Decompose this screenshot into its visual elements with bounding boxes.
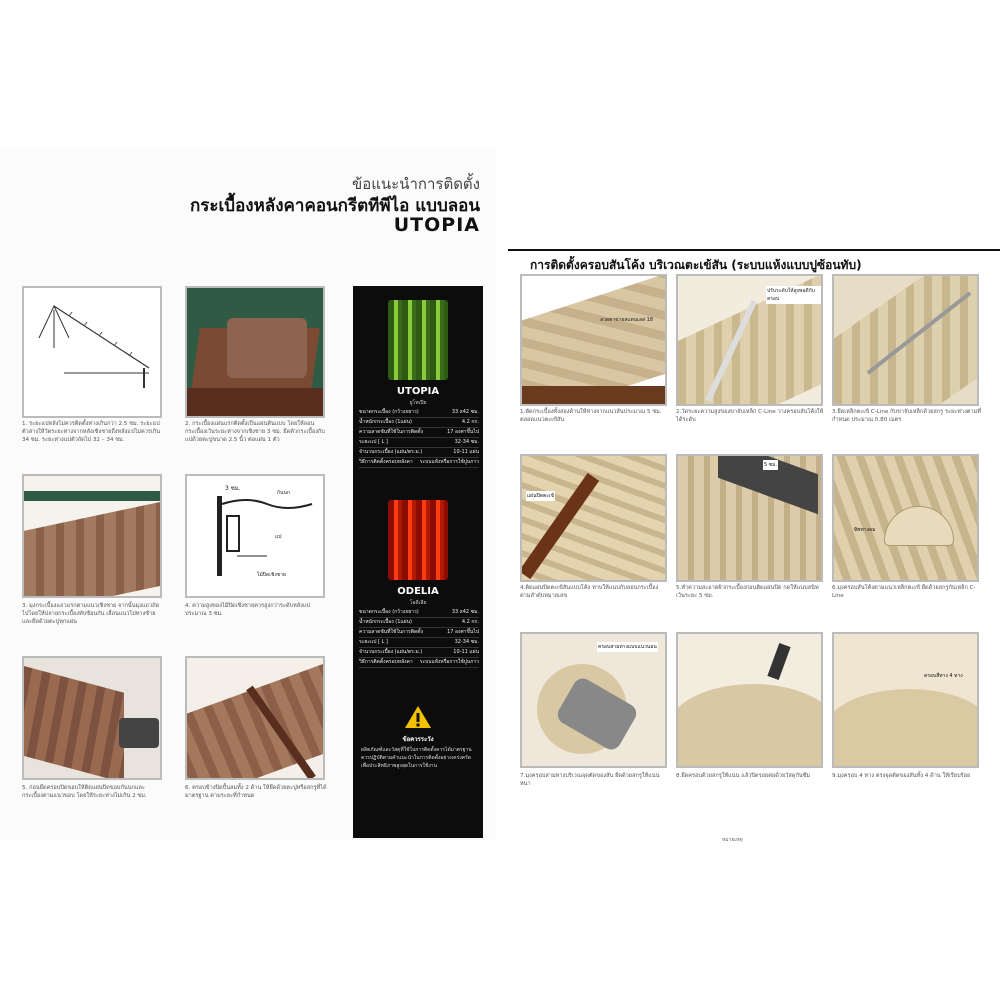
r-step1-caption: 1.ตัดกระเบื้องทั้งสองด้านให้ห่างจากแนวสันประมาณ 5 ซม. ตลอดแนวตะเข้สัน bbox=[520, 409, 662, 423]
step2-caption: 2. กระเบื้องแผ่นแรกติดตั้งเป็นแผ่นต้นแบบ โดยให้ลอนกระเบื้องเว้นระยะห่างจากเชิงชาย 3 ซม. ยึดตัวกระเบื้องกับแปด้วยตะปูขนาด 2.5 นิ้ว ต่อแผ่น 1 ตัว bbox=[185, 421, 325, 443]
section-header bbox=[508, 249, 1000, 277]
left-page bbox=[0, 148, 496, 840]
r-step1-photo bbox=[520, 274, 667, 406]
r-step3-photo bbox=[832, 274, 979, 406]
spec-row: จำนวนกระเบื้อง (แผ่น/ตร.ม.) 10-11 แผ่น bbox=[359, 448, 479, 458]
spec-row: ขนาดกระเบื้อง (กว้างxยาว) 33 x42 ซม. bbox=[359, 408, 479, 418]
spec-row: จำนวนกระเบื้อง (แผ่น/ตร.ม.) 10-11 แผ่น bbox=[359, 648, 479, 658]
r-step4-caption: 4.ติดแผ่นปิดตะเข้สันแบบโค้ง ทาบให้แนบกับลอนกระเบื้อง ตามลำดับหมายเลข bbox=[520, 585, 659, 599]
heading-product-line: กระเบื้องหลังคาคอนกรีตทีพีไอ แบบลอน bbox=[189, 196, 480, 216]
heading-installation-advice: ข้อแนะนำการติดตั้ง bbox=[351, 175, 480, 193]
label-batten: แป bbox=[275, 534, 282, 540]
step6-photo bbox=[185, 656, 325, 780]
r-step5-photo bbox=[676, 454, 823, 582]
warning-icon bbox=[403, 704, 433, 730]
step6-caption: 6. ครอบข้างปิดปั้นลมทั้ง 2 ด้าน ให้ยึดด้วยตะปูหรือสกรูที่ได้มาตรฐาน ตามระยะที่กำหนด bbox=[185, 785, 327, 799]
spec-row: ระยะแป [ L ] 32-34 ซม. bbox=[359, 638, 479, 648]
spec-row: ระยะแป [ L ] 32-34 ซม. bbox=[359, 438, 479, 448]
heading-utopia: UTOPIA bbox=[393, 214, 480, 236]
right-page bbox=[504, 148, 1000, 843]
spec-row: ความลาดชันที่ใช้ในการติดตั้ง 17 องศาขึ้นไป bbox=[359, 428, 479, 438]
r-step5-caption: 5.ทำความสะอาดผิวกระเบื้องก่อนติดแผ่นปิด กดให้แนบสนิท เว้นระยะ 5 ซม. bbox=[676, 585, 819, 599]
odelia-name: ODELIA bbox=[397, 586, 439, 597]
label-fascia: ไม้ปิดเชิงชาย bbox=[257, 572, 286, 578]
r-step5-label: 5 ซม. bbox=[764, 462, 778, 468]
utopia-spec-table bbox=[359, 408, 479, 468]
spec-row: น้ำหนักกระเบื้อง (1แผ่น) 4.2 กก. bbox=[359, 618, 479, 628]
spec-row: วิธีการติดตั้งครอบหลังคา ระบบแห้งหรือการใช้ปูนกาว bbox=[359, 458, 479, 468]
r-step9-caption: 9.มุงครอบ 4 ทาง ตรงจุดตัดของสันทั้ง 4 ด้าน ให้เรียบร้อย bbox=[832, 773, 971, 779]
step4-diagram bbox=[185, 474, 325, 598]
r-step2-photo bbox=[676, 274, 823, 406]
r-step7-caption: 7.มุงครอบสามทางบริเวณจุดตัดของสัน ยึดด้วยสกรูให้แน่นหนา bbox=[520, 773, 660, 787]
r-step3-caption: 3.ยึดเหล็กตะเข้ C-Line กับขาจับเหล็กด้วยสกรู ระยะห่างตามที่กำหนด ประมาณ 0.80 เมตร bbox=[832, 409, 981, 423]
r-step8-photo bbox=[676, 632, 823, 768]
utopia-tile-image bbox=[388, 300, 448, 380]
eaves-diagram-icon bbox=[187, 476, 323, 596]
r-step9-photo bbox=[832, 632, 979, 768]
spec-row: วิธีการติดตั้งครอบหลังคา ระบบแห้งหรือการใช้ปูนกาว bbox=[359, 658, 479, 668]
r-step4-label: แผ่นปิดตะเข้ bbox=[527, 493, 555, 499]
r-step6-caption: 6.มุงครอบสันโค้งตามแนวเหล็กตะเข้ ยึดด้วยสกรูกับเหล็ก C-Line bbox=[832, 585, 976, 599]
product-spec-panel bbox=[353, 286, 483, 838]
step1-caption: 1. ระยะแปหลังไม่ควรติดตั้งห่างเกินกว่า 2.5 ซม. ระยะแปตัวล่างให้วัดระยะห่างจากหลังเชิงชายถึงหลังแปไม่ควรเกิน 34 ซม. ระยะห่างแปตัวถัดไป 32 – 34 ซม. bbox=[22, 421, 161, 443]
r-step9-label: ครอบสี่ทาง 4 ทาง bbox=[924, 673, 963, 679]
spec-row: น้ำหนักกระเบื้อง (1แผ่น) 4.2 กก. bbox=[359, 418, 479, 428]
step3-photo bbox=[22, 474, 162, 598]
r-step6-label: ทิศทางลม bbox=[854, 527, 876, 533]
r-step7-label: ครอบสามทางแบบแนวนอน bbox=[598, 644, 657, 650]
label-bird-stop: กันนก bbox=[277, 490, 290, 496]
spec-row: ขนาดกระเบื้อง (กว้างxยาว) 33 x42 ซม. bbox=[359, 608, 479, 618]
r-step2-label: ปรับระดับให้สูงพอดีกับครอบ bbox=[766, 286, 821, 304]
r-step2-caption: 2.วัดระยะความสูงของขาจับเหล็ก C-Line วางครอบสันโค้งให้ได้ระดับ bbox=[676, 409, 824, 423]
odelia-tile-image bbox=[388, 500, 448, 580]
warning-title: ข้อควรระวัง bbox=[402, 736, 434, 743]
odelia-sub: โอดีเลีย bbox=[409, 600, 427, 606]
step2-photo bbox=[185, 286, 325, 418]
step3-caption: 3. มุงกระเบื้องแถวแรกตามแนวเชิงชาย จากนั้นมุงแถวถัดไปโดยให้ปลายกระเบื้องทับซ้อนกัน เลื่อนแนวไปทางซ้าย และยึดด้วยตะปูทุกแผ่น bbox=[22, 603, 160, 625]
step4-caption: 4. ความสูงของไม้ปิดเชิงชายควรสูงกว่าระดับหลังแปประมาณ 3 ซม. bbox=[185, 603, 311, 617]
r-step6-photo bbox=[832, 454, 979, 582]
spec-row: ความลาดชันที่ใช้ในการติดตั้ง 17 องศาขึ้นไป bbox=[359, 628, 479, 638]
step5-caption: 5. ก่อนยึดครอบปิดขอบให้ติดแผ่นปิดขอบกันนกและกระเบื้องตามแนวขอบ โดยให้ระยะห่างไม่เกิน 2 ซม. bbox=[22, 785, 147, 799]
warning-text: ผลิตภัณฑ์และวัสดุที่ใช้ในการติดตั้งควรได้มาตรฐาน ควรปฏิบัติตามคำแนะนำในการติดตั้งอย่างเคร่งครัด เพื่อประสิทธิภาพสูงสุดในการใช้งาน bbox=[361, 747, 472, 769]
r-step7-photo bbox=[520, 632, 667, 768]
step1-diagram bbox=[22, 286, 162, 418]
odelia-spec-table bbox=[359, 608, 479, 668]
utopia-sub: ยูโทเปีย bbox=[409, 400, 427, 406]
truss-diagram-icon bbox=[24, 288, 160, 416]
footnote: หมายเหตุ bbox=[722, 837, 743, 843]
r-step4-photo bbox=[520, 454, 667, 582]
r-step1-label: ลวดตาข่ายสแตนเลส 18 bbox=[600, 317, 654, 323]
utopia-name: UTOPIA bbox=[396, 386, 440, 397]
label-3cm: 3 ซม. bbox=[225, 485, 241, 492]
section-title: การติดตั้งครอบสันโค้ง บริเวณตะเข้สัน (ระบบแห้งแบบปูซ้อนทับ) bbox=[530, 258, 862, 272]
r-step8-caption: 8.ยึดครอบด้วยสกรูให้แน่น แล้วปิดรอยต่อด้วยวัสดุกันซึม bbox=[676, 773, 811, 779]
step5-photo bbox=[22, 656, 162, 780]
